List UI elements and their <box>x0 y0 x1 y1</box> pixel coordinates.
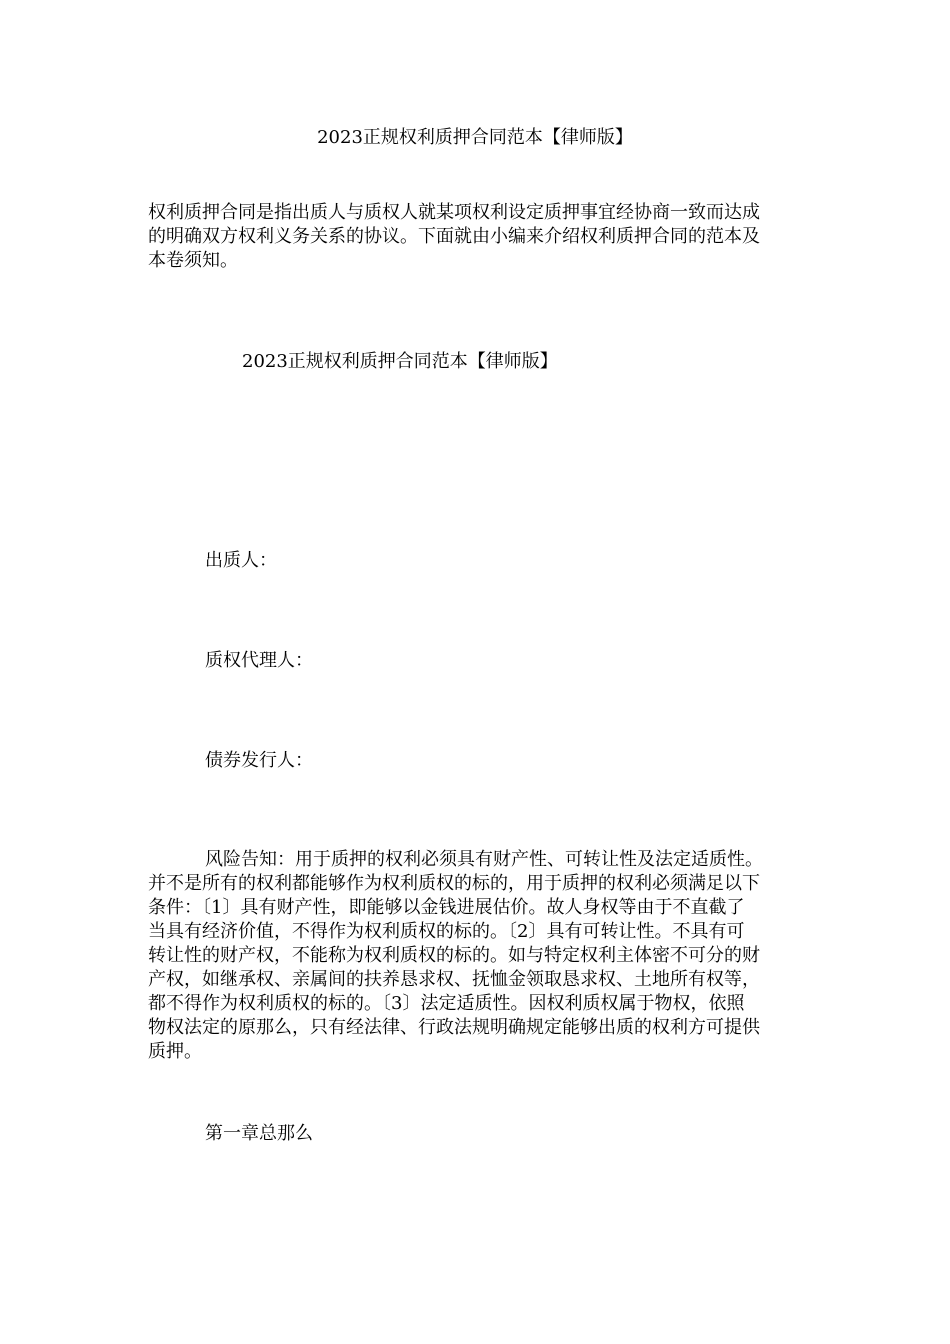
risk-notice-paragraph <box>148 848 808 1064</box>
pledgee-agent-field-label: 质权代理人： <box>205 650 313 671</box>
intro-line: 的明确双方权利义务关系的协议。下面就由小编来介绍权利质押合同的范本及 <box>148 226 760 247</box>
risk-notice-line: 质押。 <box>148 1041 202 1062</box>
risk-notice-line: 当具有经济价值，不得作为权利质权的标的。〔2〕具有可转让性。不具有可 <box>148 921 745 942</box>
intro-line: 本卷须知。 <box>148 250 238 271</box>
risk-notice-line: 并不是所有的权利都能够作为权利质权的标的，用于质押的权利必须满足以下 <box>148 873 760 894</box>
risk-notice-line: 转让性的财产权，不能称为权利质权的标的。如与特定权利主体密不可分的财 <box>148 945 760 966</box>
risk-notice-line: 条件：〔1〕具有财产性，即能够以金钱进展估价。故人身权等由于不直截了 <box>148 897 745 918</box>
chapter-heading: 第一章总那么 <box>205 1123 313 1144</box>
bond-issuer-field-label: 债券发行人： <box>205 750 313 771</box>
pledgor-field-label: 出质人： <box>205 550 277 571</box>
risk-notice-line: 风险告知：用于质押的权利必须具有财产性、可转让性及法定适质性。 <box>205 849 763 870</box>
risk-notice-line: 物权法定的原那么，只有经法律、行政法规明确规定能够出质的权利方可提供 <box>148 1017 760 1038</box>
document-title: 2023正规权利质押合同范本【律师版】 <box>317 127 633 148</box>
risk-notice-line: 都不得作为权利质权的标的。〔3〕法定适质性。因权利质权属于物权，依照 <box>148 993 745 1014</box>
document-subtitle: 2023正规权利质押合同范本【律师版】 <box>242 351 558 372</box>
risk-notice-line: 产权，如继承权、亲属间的扶养恳求权、抚恤金领取恳求权、土地所有权等， <box>148 969 760 990</box>
intro-paragraph <box>148 201 808 273</box>
intro-line: 权利质押合同是指出质人与质权人就某项权利设定质押事宜经协商一致而达成 <box>148 202 760 223</box>
